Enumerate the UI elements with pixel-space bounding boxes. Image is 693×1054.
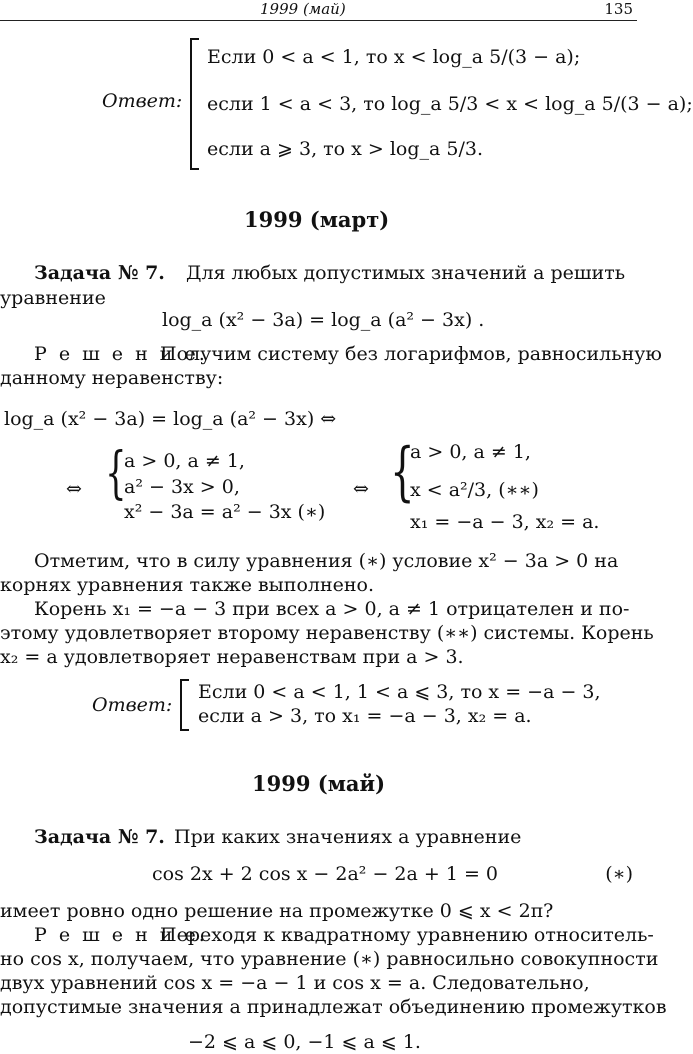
system1-row-3: x² − 3a = a² − 3x (∗)	[124, 501, 326, 523]
solution2-line-1: Переходя к квадратному уравнению относитель-	[160, 924, 654, 946]
system2-brace: {	[390, 435, 415, 509]
equiv-start: log_a (x² − 3a) = log_a (a² − 3x) ⇔	[4, 408, 337, 430]
task2-label: Задача № 7.	[34, 826, 165, 848]
page-number: 135	[604, 0, 633, 18]
task2-equation: cos 2x + 2 cos x − 2a² − 2a + 1 = 0	[152, 863, 499, 885]
answer1-bracket	[190, 38, 199, 170]
system2-row-3: x₁ = −a − 3, x₂ = a.	[410, 511, 600, 533]
para1-line-1: Отметим, что в силу уравнения (∗) условие x² − 3a > 0 на	[34, 550, 619, 572]
system1-row-1: a > 0, a ≠ 1,	[124, 450, 245, 472]
answer1-line-1: Если 0 < a < 1, то x < log_a 5/(3 − a);	[207, 46, 581, 68]
header-title: 1999 (май)	[260, 0, 346, 18]
solution1-text-2: данному неравенству:	[0, 367, 224, 389]
task2-line-after: имеет ровно одно решение на промежутке 0 ⩽ x < 2π?	[0, 900, 554, 922]
task2-equation-tag: (∗)	[605, 863, 633, 885]
task2-text: При каких значениях a уравнение	[174, 826, 522, 848]
task1-label: Задача № 7.	[34, 262, 165, 284]
para2-line-1: Корень x₁ = −a − 3 при всех a > 0, a ≠ 1 отрицателен и по-	[34, 598, 630, 620]
task1-text-2: уравнение	[0, 287, 106, 309]
equiv-symbol-2: ⇔	[353, 478, 369, 500]
equiv-symbol-1: ⇔	[66, 478, 82, 500]
answer2-line-2: если a > 3, то x₁ = −a − 3, x₂ = a.	[198, 705, 532, 727]
solution2-line-2: но cos x, получаем, что уравнение (∗) равносильно совокупности	[0, 948, 659, 970]
solution2-line-3: двух уравнений cos x = −a − 1 и cos x = a. Следовательно,	[0, 972, 590, 994]
running-header	[0, 0, 637, 21]
para1-line-2: корнях уравнения также выполнено.	[0, 574, 375, 596]
section1-heading: 1999 (март)	[244, 207, 390, 232]
answer2-line-1: Если 0 < a < 1, 1 < a ⩽ 3, то x = −a − 3,	[198, 681, 601, 703]
task1-equation: log_a (x² − 3a) = log_a (a² − 3x) .	[162, 309, 485, 331]
system1-row-2: a² − 3x > 0,	[124, 476, 240, 498]
solution1-text-1: Получим систему без логарифмов, равносильную	[160, 343, 662, 365]
answer1-line-2: если 1 < a < 3, то log_a 5/3 < x < log_a 5/(3 − a);	[207, 93, 693, 115]
para2-line-2: этому удовлетворяет второму неравенству (∗∗) системы. Корень	[0, 622, 654, 644]
solution1-label: Р е ш е н и е.	[34, 343, 208, 365]
system1-brace: {	[105, 441, 127, 506]
section2-heading: 1999 (май)	[252, 771, 386, 796]
system2-row-2: x < a²/3, (∗∗)	[410, 479, 539, 501]
final-intervals: −2 ⩽ a ⩽ 0, −1 ⩽ a ⩽ 1.	[188, 1031, 421, 1053]
system2-row-1: a > 0, a ≠ 1,	[410, 441, 531, 463]
answer1-label: Ответ:	[102, 90, 183, 112]
answer2-label: Ответ:	[92, 694, 173, 716]
solution2-label: Р е ш е н и е.	[34, 924, 208, 946]
solution2-line-4: допустимые значения a принадлежат объединению промежутков	[0, 996, 667, 1018]
answer1-line-3: если a ⩾ 3, то x > log_a 5/3.	[207, 138, 484, 160]
task1-text-1: Для любых допустимых значений a решить	[186, 262, 626, 284]
answer2-bracket	[180, 679, 189, 731]
para2-line-3: x₂ = a удовлетворяет неравенствам при a > 3.	[0, 646, 464, 668]
